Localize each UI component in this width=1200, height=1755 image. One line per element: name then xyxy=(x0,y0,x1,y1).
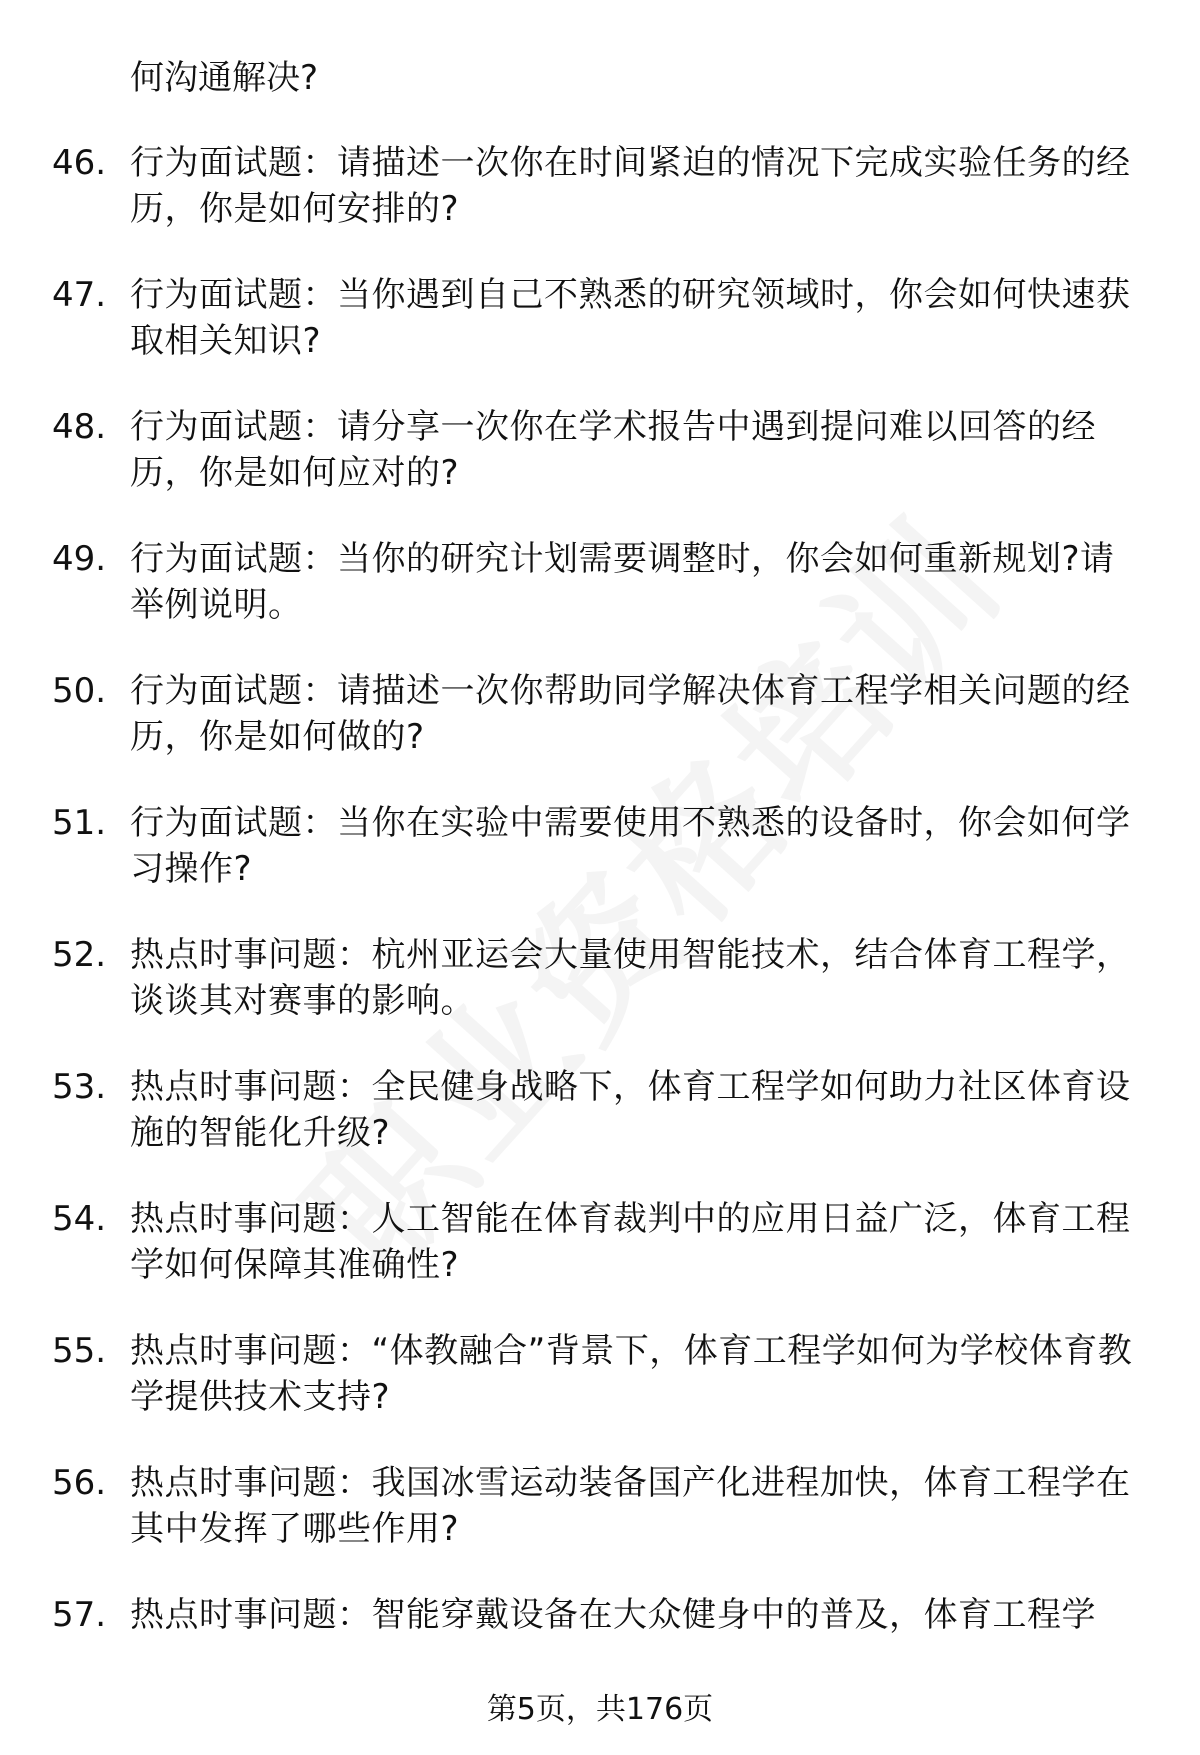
continued-text: 何沟通解决? xyxy=(130,58,319,98)
item-number: 49. xyxy=(52,539,107,579)
list-item xyxy=(0,668,1200,760)
question-list xyxy=(0,140,1200,1678)
item-text: 热点时事问题：杭州亚运会大量使用智能技术，结合体育工程学，谈谈其对赛事的影响。 xyxy=(130,935,1131,1021)
item-number: 54. xyxy=(52,1199,107,1239)
item-number: 53. xyxy=(52,1067,107,1107)
item-number: 57. xyxy=(52,1595,107,1635)
list-item xyxy=(0,1196,1200,1288)
list-item xyxy=(0,536,1200,628)
list-item xyxy=(0,272,1200,364)
item-text: 行为面试题：当你在实验中需要使用不熟悉的设备时，你会如何学习操作? xyxy=(130,803,1131,889)
item-number: 51. xyxy=(52,803,107,843)
list-item xyxy=(0,1328,1200,1420)
list-item xyxy=(0,932,1200,1024)
item-number: 47. xyxy=(52,275,107,315)
item-number: 56. xyxy=(52,1463,107,1503)
item-number: 50. xyxy=(52,671,107,711)
item-text: 行为面试题：请描述一次你帮助同学解决体育工程学相关问题的经历，你是如何做的? xyxy=(130,671,1131,757)
item-number: 46. xyxy=(52,143,107,183)
item-text: 行为面试题：当你遇到自己不熟悉的研究领域时，你会如何快速获取相关知识? xyxy=(130,275,1131,361)
item-number: 48. xyxy=(52,407,107,447)
item-text: 热点时事问题：人工智能在体育裁判中的应用日益广泛，体育工程学如何保障其准确性? xyxy=(130,1199,1131,1285)
item-text: 热点时事问题：全民健身战略下，体育工程学如何助力社区体育设施的智能化升级? xyxy=(130,1067,1131,1153)
item-text: 热点时事问题：“体教融合”背景下，体育工程学如何为学校体育教学提供技术支持? xyxy=(130,1331,1133,1417)
item-text: 行为面试题：请分享一次你在学术报告中遇到提问难以回答的经历，你是如何应对的? xyxy=(130,407,1096,493)
item-number: 55. xyxy=(52,1331,107,1371)
list-item xyxy=(0,140,1200,232)
page-footer: 第5页，共176页 xyxy=(486,1692,714,1727)
list-item xyxy=(0,1064,1200,1156)
item-text: 热点时事问题：智能穿戴设备在大众健身中的普及，体育工程学 xyxy=(130,1595,1096,1635)
list-item xyxy=(0,1592,1200,1638)
list-item xyxy=(0,404,1200,496)
item-text: 热点时事问题：我国冰雪运动装备国产化进程加快，体育工程学在其中发挥了哪些作用? xyxy=(130,1463,1131,1549)
item-text: 行为面试题：当你的研究计划需要调整时，你会如何重新规划?请举例说明。 xyxy=(130,539,1115,625)
list-item xyxy=(0,1460,1200,1552)
list-item xyxy=(0,800,1200,892)
item-number: 52. xyxy=(52,935,107,975)
item-text: 行为面试题：请描述一次你在时间紧迫的情况下完成实验任务的经历，你是如何安排的? xyxy=(130,143,1131,229)
